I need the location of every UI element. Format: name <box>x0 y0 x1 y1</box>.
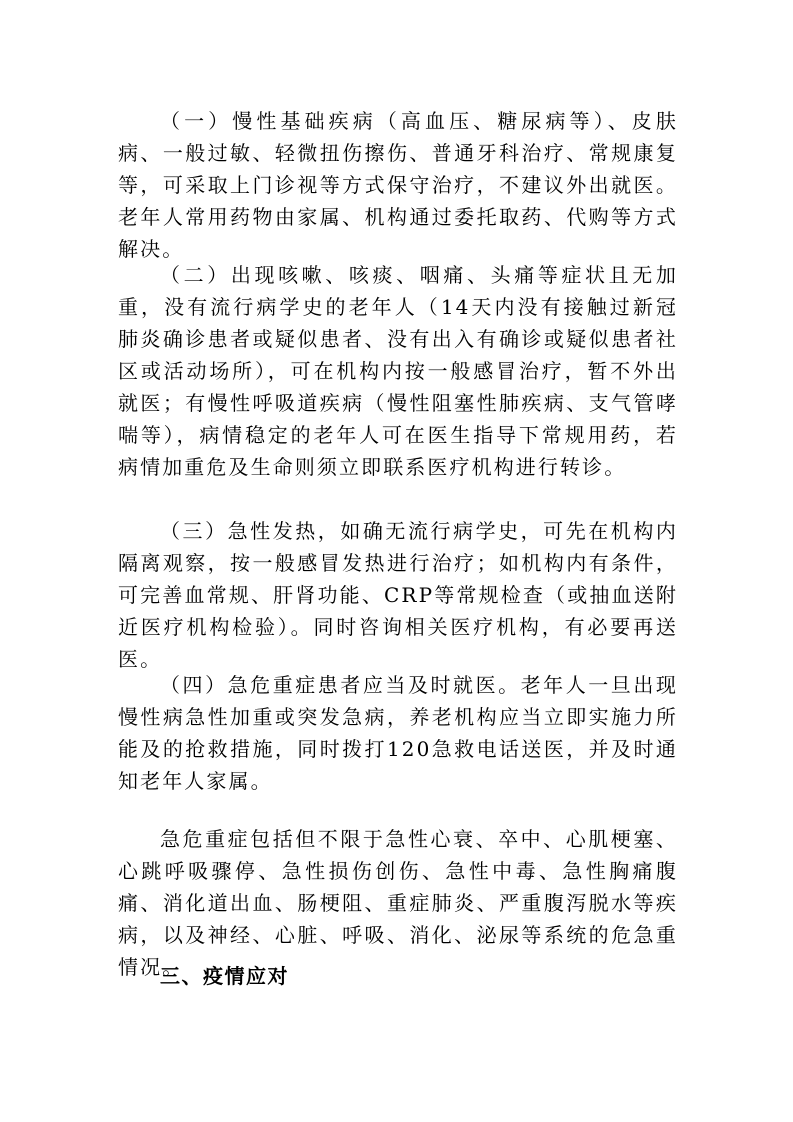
paragraph-acute-fever: （三）急性发热，如确无流行病学史，可先在机构内隔离观察，按一般感冒发热进行治疗；如机构内有条件，可完善血常规、肝肾功能、CRP等常规检查（或抽血送附近医疗机构检验）。同时咨询相关医疗机构，有必要再送医。 <box>118 519 678 671</box>
paragraph-emergency-patients: （四）急危重症患者应当及时就医。老年人一旦出现慢性病急性加重或突发急病，养老机构应当立即实施力所能及的抢救措施，同时拨打120急救电话送医，并及时通知老年人家属。 <box>118 673 678 793</box>
section-heading: 三、疫情应对 <box>160 964 289 988</box>
paragraph-respiratory-symptoms: （二）出现咳嗽、咳痰、咽痛、头痛等症状且无加重，没有流行病学史的老年人（14天内没有接触过新冠肺炎确诊患者或疑似患者、没有出入有确诊或疑似患者社区或活动场所），可在机构内按一般感冒治疗，暂不外出就医；有慢性呼吸道疾病（慢性阻塞性肺疾病、支气管哮喘等），病情稳定的老年人可在医生指导下常规用药，若病情加重危及生命则须立即联系医疗机构进行转诊。 <box>118 263 678 479</box>
paragraph-emergency-definition: 急危重症包括但不限于急性心衰、卒中、心肌梗塞、心跳呼吸骤停、急性损伤创伤、急性中毒、急性胸痛腹痛、消化道出血、肠梗阻、重症肺炎、严重腹泻脱水等疾病，以及神经、心脏、呼吸、消化、泌尿等系统的危急重情况。 <box>118 827 678 979</box>
paragraph-chronic-diseases: （一）慢性基础疾病（高血压、糖尿病等）、皮肤病、一般过敏、轻微扭伤擦伤、普通牙科治疗、常规康复等，可采取上门诊视等方式保守治疗，不建议外出就医。老年人常用药物由家属、机构通过委托取药、代购等方式解决。 <box>118 109 678 261</box>
